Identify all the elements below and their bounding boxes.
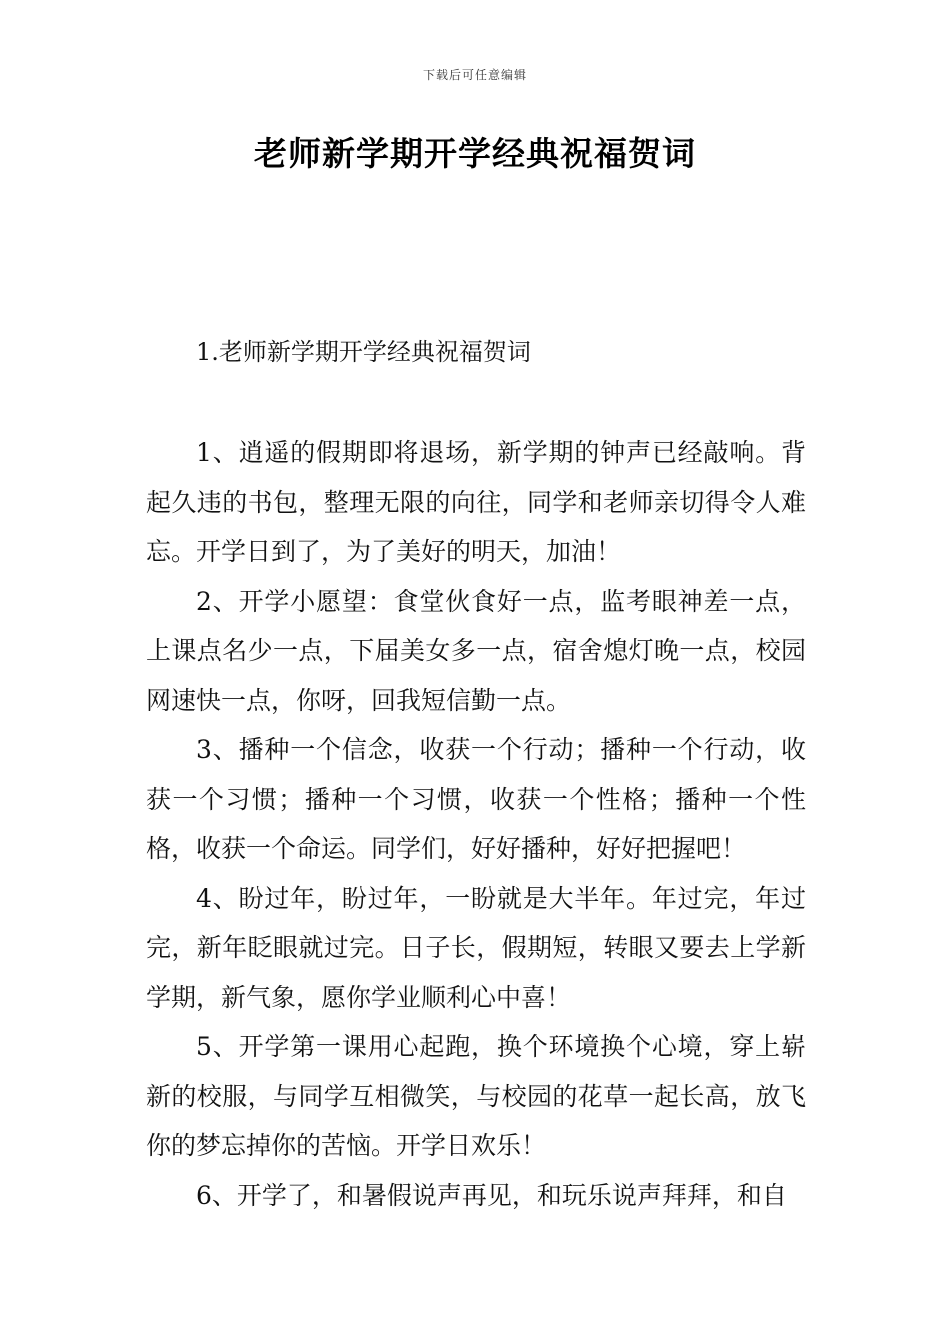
paragraph-4: 4、盼过年，盼过年，一盼就是大半年。年过完，年过完，新年眨眼就过完。日子长，假期短，转眼又要去上学新学期，新气象，愿你学业顺利心中喜！	[146, 883, 806, 1012]
paragraph-1: 1、逍遥的假期即将退场，新学期的钟声已经敲响。背起久违的书包，整理无限的向往，同学和老师亲切得令人难忘。开学日到了，为了美好的明天，加油！	[146, 438, 806, 566]
paragraph-6: 6、开学了，和暑假说声再见，和玩乐说声拜拜，和自	[196, 1180, 787, 1210]
paragraph-5: 5、开学第一课用心起跑，换个环境换个心境，穿上崭新的校服，与同学互相微笑，与校园的花草一起长高，放飞你的梦忘掉你的苦恼。开学日欢乐！	[146, 1032, 806, 1160]
paragraph-3: 3、播种一个信念，收获一个行动；播种一个行动，收获一个习惯；播种一个习惯，收获一个性格；播种一个性格，收获一个命运。同学们，好好播种，好好把握吧！	[146, 735, 806, 863]
body-text	[146, 428, 806, 1220]
section-heading: 1.老师新学期开学经典祝福贺词	[196, 338, 531, 366]
header-note: 下载后可任意编辑	[422, 68, 527, 82]
document-title: 老师新学期开学经典祝福贺词	[254, 134, 696, 173]
paragraph-2: 2、开学小愿望：食堂伙食好一点，监考眼神差一点，上课点名少一点，下届美女多一点，宿舍熄灯晚一点，校园网速快一点，你呀，回我短信勤一点。	[146, 586, 806, 715]
